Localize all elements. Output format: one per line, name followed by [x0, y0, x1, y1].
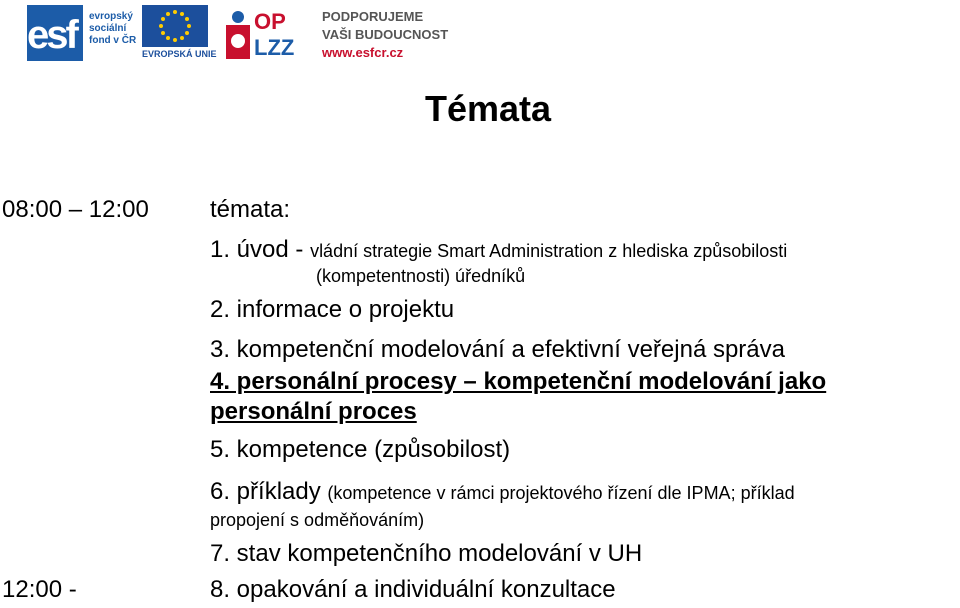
list-item: 3. kompetenční modelování a efektivní veřejná správa	[210, 336, 785, 363]
list-item	[210, 236, 787, 265]
header-logos	[0, 0, 960, 70]
oplzz-text-1: OP	[254, 9, 286, 34]
item-detail: vládní strategie Smart Administration z hlediska způsobilosti	[310, 241, 788, 261]
esf-caption-line: fond v ČR	[89, 35, 137, 46]
topics-label: témata:	[210, 196, 291, 223]
website-link[interactable]: www.esfcr.cz	[322, 45, 404, 60]
slogan-line-2: VAŠI BUDOUCNOST	[322, 27, 449, 42]
eu-caption: EVROPSKÁ UNIE	[142, 49, 217, 59]
list-item-highlight: 4. personální procesy – kompetenční modelování jako	[210, 368, 827, 395]
time-second: 12:00 -	[2, 576, 77, 603]
slogan-line-1: PODPORUJEME	[322, 9, 424, 24]
slogan	[322, 8, 448, 62]
list-item	[210, 478, 795, 507]
esf-logo	[27, 5, 139, 61]
esf-caption-line: sociální	[89, 23, 127, 34]
time-first: 08:00 – 12:00	[2, 196, 149, 223]
item-detail: (kompetence v rámci projektového řízení dle IPMA; příklad	[327, 483, 795, 503]
eu-logo	[142, 5, 217, 61]
list-item: 7. stav kompetenčního modelování v UH	[210, 540, 643, 567]
item-lead: 6. příklady	[210, 478, 328, 505]
esf-letters: esf	[27, 13, 76, 57]
esf-caption	[89, 11, 136, 47]
item-detail-continuation: propojení s odměňováním)	[210, 510, 425, 530]
esf-caption-line: evropský	[89, 11, 133, 22]
oplzz-logo	[224, 5, 304, 61]
list-item: 5. kompetence (způsobilost)	[210, 436, 511, 463]
item-detail-continuation: (kompetentnosti) úředníků	[316, 266, 526, 286]
oplzz-text-2: LZZ	[254, 35, 295, 60]
oplzz-icon	[224, 5, 304, 61]
list-item: 2. informace o projektu	[210, 296, 455, 323]
eu-flag-icon	[142, 5, 208, 47]
item-lead: 1. úvod -	[210, 236, 311, 263]
list-item: 8. opakování a individuální konzultace	[210, 576, 616, 603]
page-title: Témata	[424, 88, 552, 129]
list-item-highlight-continuation: personální proces	[210, 398, 417, 425]
